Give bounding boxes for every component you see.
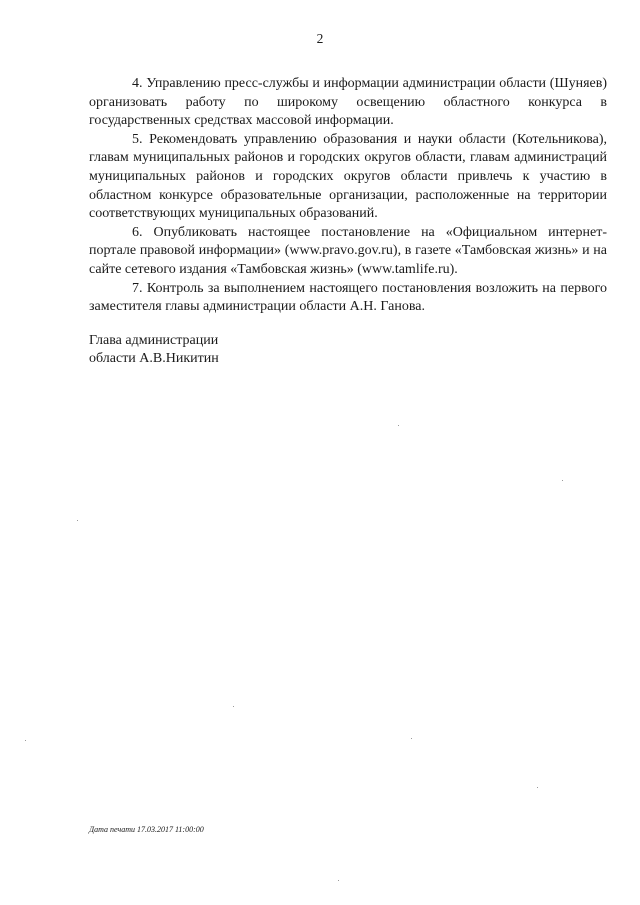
paragraph-4: 4. Управлению пресс-службы и информации администрации области (Шуняев) организовать работу по широкому освещению областного конкурса в государственных средствах массовой информации. xyxy=(89,76,607,129)
scan-speck xyxy=(233,706,234,707)
paragraph-6: 6. Опубликовать настоящее постановление на «Официальном интернет-портале правовой информации» (www.pravo.gov.ru), в газете «Тамбовская жизнь» и на сайте сетевого издания «Тамбовская жизнь» (www.tamlife.ru). xyxy=(89,224,607,277)
signature-title: Глава администрации xyxy=(89,333,219,348)
signature-block xyxy=(89,332,219,368)
scan-speck xyxy=(537,787,538,788)
scan-speck xyxy=(338,880,339,881)
page-number: 2 xyxy=(316,31,324,46)
scan-speck xyxy=(25,740,26,741)
paragraph-5: 5. Рекомендовать управлению образования и науки области (Котельникова), главам муниципальных районов и городских округов области, главам администраций муниципальных районов и городских округов области привлечь к участию в областном конкурсе образовательные организации, расположенные на территории соответствующих муниципальных образований. xyxy=(89,131,607,222)
scan-speck xyxy=(77,520,78,521)
signature-name: области А.В.Никитин xyxy=(89,351,219,366)
scan-speck xyxy=(398,425,399,426)
scan-speck xyxy=(562,480,563,481)
print-date: Дата печати 17.03.2017 11:00:00 xyxy=(89,825,204,834)
document-body xyxy=(89,75,607,317)
paragraph-7: 7. Контроль за выполнением настоящего постановления возложить на первого заместителя главы администрации области А.Н. Ганова. xyxy=(89,280,607,315)
scan-speck xyxy=(411,738,412,739)
